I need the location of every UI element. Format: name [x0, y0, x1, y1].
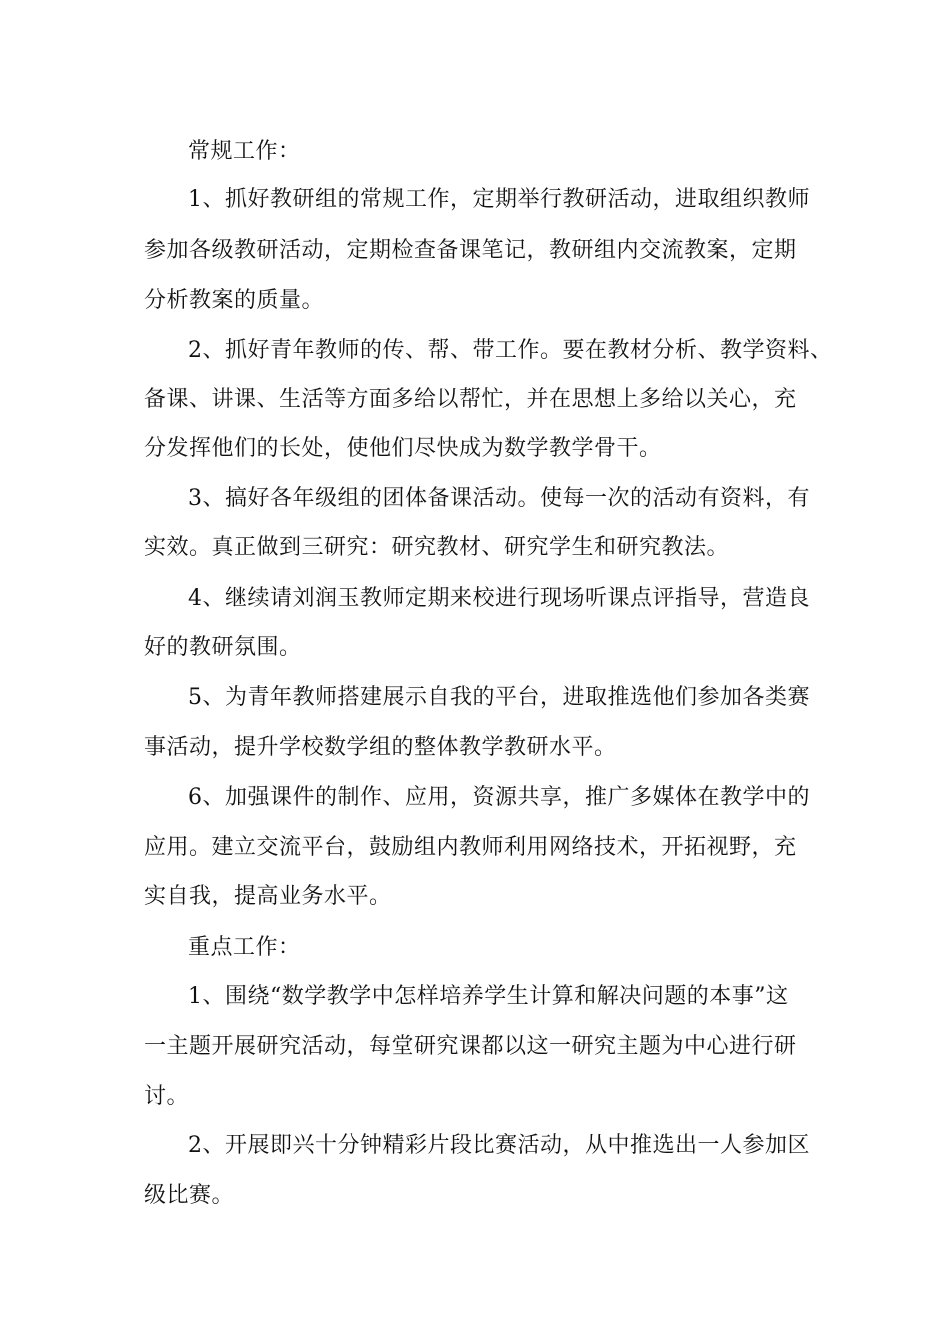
- routine-item-2-line-1: 2、抓好青年教师的传、帮、带工作。要在教材分析、教学资料、: [188, 338, 833, 363]
- routine-item-5-line-1: 5、为青年教师搭建展示自我的平台，进取推选他们参加各类赛: [188, 685, 810, 710]
- routine-item-4-line-2: 好的教研氛围。: [144, 635, 302, 660]
- routine-item-2-line-2: 备课、讲课、生活等方面多给以帮忙，并在思想上多给以关心，充: [144, 387, 797, 412]
- routine-item-5-line-2: 事活动，提升学校数学组的整体教学教研水平。: [144, 735, 617, 760]
- routine-item-4-line-1: 4、继续请刘润玉教师定期来校进行现场听课点评指导，营造良: [188, 586, 810, 611]
- routine-item-1-line-2: 参加各级教研活动，定期检查备课笔记，教研组内交流教案，定期: [144, 238, 797, 263]
- routine-item-1-line-1: 1、抓好教研组的常规工作，定期举行教研活动，进取组织教师: [188, 187, 810, 212]
- key-item-1-line-1: 1、围绕“数学教学中怎样培养学生计算和解决问题的本事”这: [188, 984, 789, 1009]
- key-item-1-line-3: 讨。: [144, 1084, 190, 1109]
- routine-item-2-line-3: 分发挥他们的长处，使他们尽快成为数学教学骨干。: [144, 436, 662, 461]
- routine-heading: 常规工作：: [188, 139, 301, 164]
- routine-item-6-line-1: 6、加强课件的制作、应用，资源共享，推广多媒体在教学中的: [188, 785, 810, 810]
- routine-item-6-line-2: 应用。建立交流平台，鼓励组内教师利用网络技术，开拓视野，充: [144, 835, 797, 860]
- key-heading: 重点工作：: [188, 935, 301, 960]
- key-item-2-line-2: 级比赛。: [144, 1183, 235, 1208]
- routine-item-3-line-2: 实效。真正做到三研究：研究教材、研究学生和研究教法。: [144, 535, 730, 560]
- key-item-1-line-2: 一主题开展研究活动，每堂研究课都以这一研究主题为中心进行研: [144, 1034, 797, 1059]
- routine-item-1-line-3: 分析教案的质量。: [144, 288, 325, 313]
- routine-item-3-line-1: 3、搞好各年级组的团体备课活动。使每一次的活动有资料，有: [188, 486, 810, 511]
- routine-item-6-line-3: 实自我，提高业务水平。: [144, 884, 392, 909]
- key-item-2-line-1: 2、开展即兴十分钟精彩片段比赛活动，从中推选出一人参加区: [188, 1133, 810, 1158]
